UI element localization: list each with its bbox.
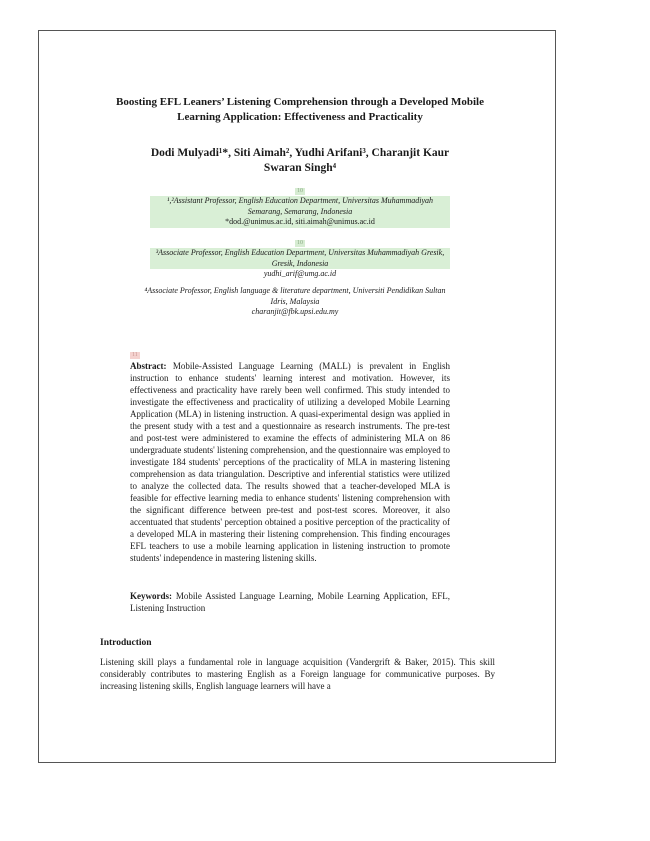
introduction-text: Listening skill plays a fundamental role in language acquisition (Vandergrift & Baker, 2015). This skill considerably contributes to mastering English as a Foreign language for communicative purposes. By increasing listening skills, English language learners will have a	[100, 657, 495, 691]
affiliation-email: yudhi_arif@umg.ac.id	[263, 269, 337, 278]
abstract-label: Abstract:	[130, 361, 167, 371]
affiliation-role: ⁴Associate Professor, English language & literature department, Universiti Pendidikan Sultan Idris, Malaysia	[144, 286, 446, 306]
abstract-text: Mobile-Assisted Language Learning (MALL) is prevalent in English instruction to enhance students' learning interest and motivation. However, its effectiveness and practicality have rarely been well confirmed. This study intended to investigate the effectiveness and practicality of utilizing a developed Mobile Learning Application (MLA) in listening instruction. A quasi-experimental design was applied in the present study with a test and a questionnaire as research instruments. The pre-test and post-test were administered to examine the effects of administering MLA on 86 undergraduate students' listening comprehension, and the questionnaire was employed to investigate 184 students' perceptions of the practicality of MLA in mastering listening comprehension as data triangulation. Descriptive and inferential statistics were utilized to analyze the collected data. The results showed that a teacher-developed MLA is feasible for effective learning media to enhance students' listening comprehension with the significant difference between pre-test and post-test scores. Moreover, it also accentuated that students' perception obtained a positive perception of the practicality of a developed MLA in mastering their listening comprehension. This finding encourages EFL teachers to use a mobile learning application in listening instruction to promote students' independence in mastering listening skills.	[130, 361, 450, 563]
keywords-text: Mobile Assisted Language Learning, Mobile Learning Application, EFL, Listening Instruction	[130, 591, 450, 613]
keywords	[130, 590, 450, 614]
abstract	[130, 347, 450, 564]
annotation-tag: 11	[132, 352, 138, 358]
authors-line-1: Dodi Mulyadi¹*, Siti Aimah², Yudhi Arifani³, Charanjit Kaur	[150, 147, 450, 159]
section-heading: Introduction	[100, 638, 152, 648]
annotation-tag: 10	[297, 240, 303, 246]
affiliation-email: *dod.@unimus.ac.id, siti.aimah@unimus.ac.id	[150, 217, 450, 228]
affiliation-role: ³Associate Professor, English Education Department, Universitas Muhammadiyah Gresik, Gresik, Indonesia	[150, 248, 450, 269]
author-list	[110, 146, 490, 176]
authors-line-2: Swaran Singh⁴	[263, 162, 337, 174]
affiliation-role: ¹,²Assistant Professor, English Education Department, Universitas Muhammadiyah Semarang, Semarang, Indonesia	[150, 196, 450, 217]
paper-title: Boosting EFL Leaners’ Listening Comprehension through a Developed Mobile Learning Application: Effectiveness and Practicality	[116, 96, 484, 123]
affiliation-3	[140, 286, 450, 318]
keywords-label: Keywords:	[130, 591, 172, 601]
annotation-tag: 10	[297, 188, 303, 194]
affiliation-email: charanjit@fbk.upsi.edu.my	[251, 307, 339, 316]
affiliation-1	[150, 185, 450, 228]
affiliation-2	[150, 237, 450, 280]
